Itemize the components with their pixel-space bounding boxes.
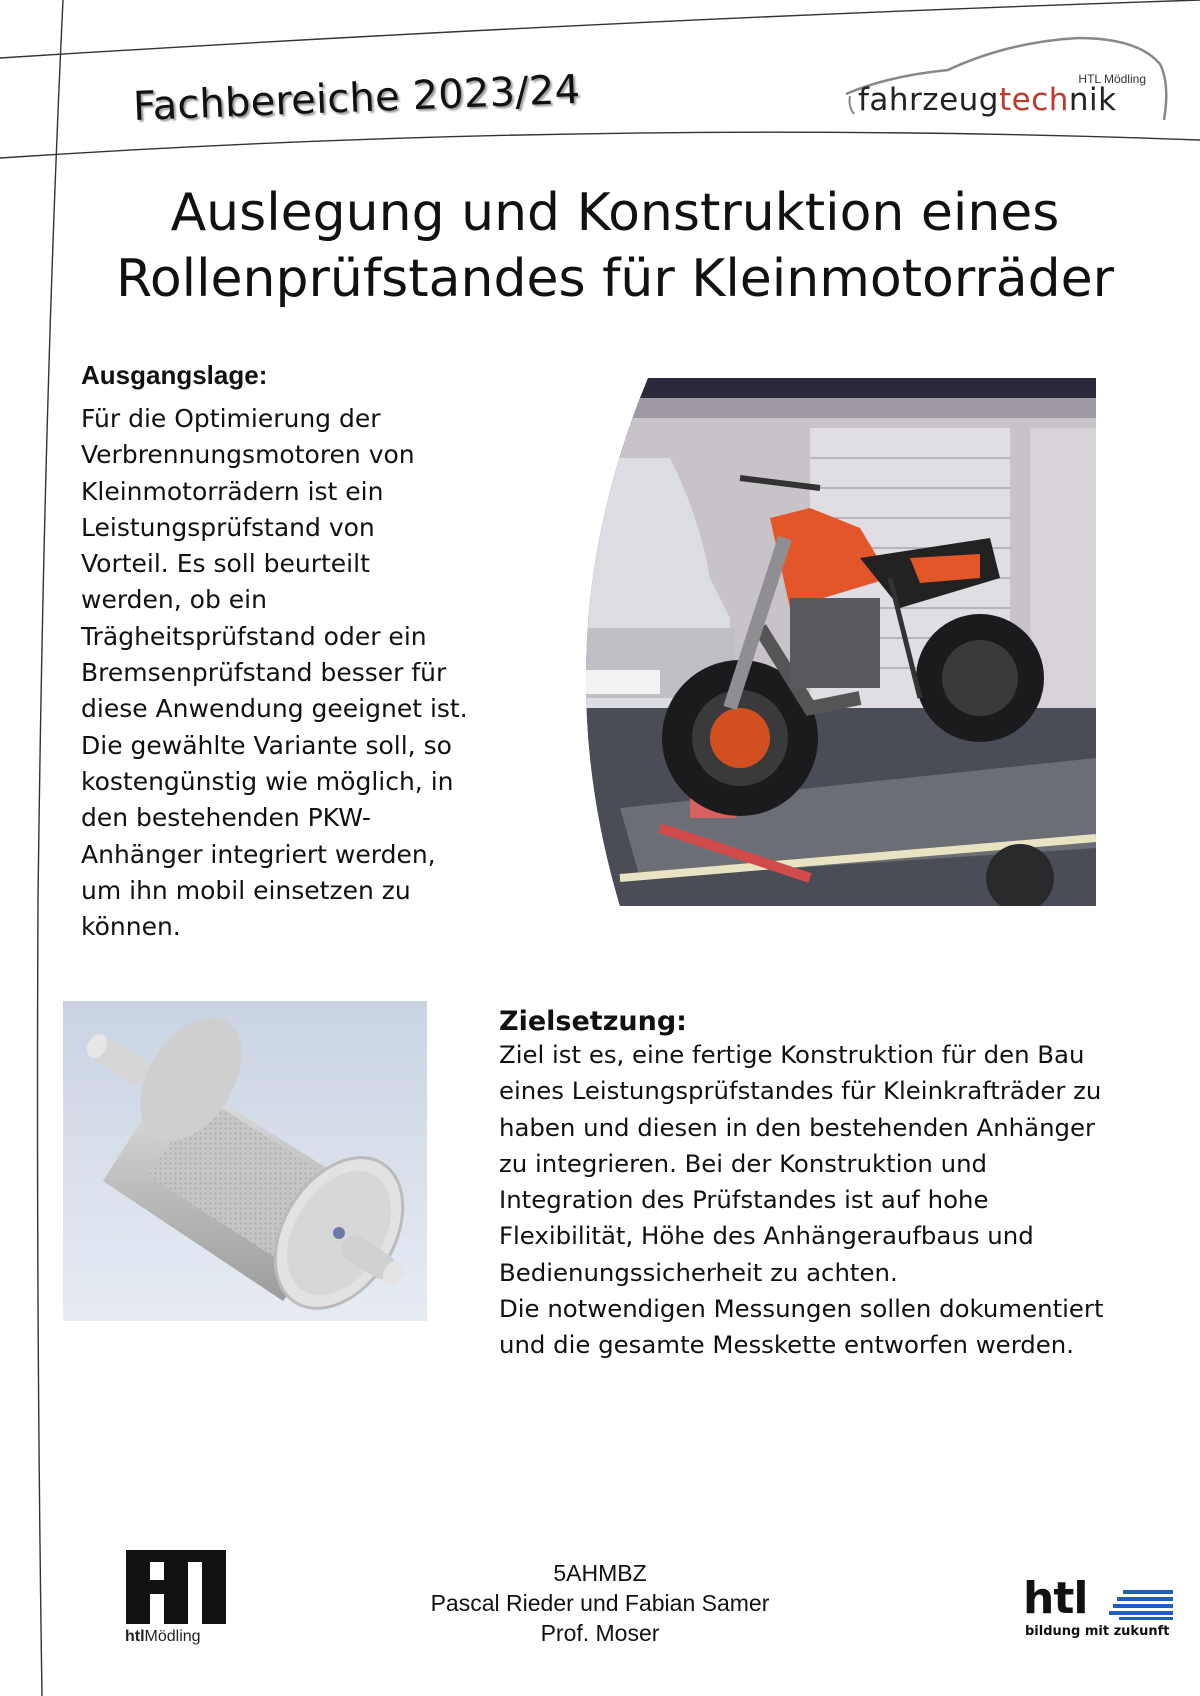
section-zielsetzung <box>499 1006 1179 1364</box>
footer-credits <box>380 1558 820 1648</box>
htl-bildung-logo <box>1023 1573 1173 1646</box>
htl-moedling-logo: htlMödling <box>125 1550 235 1650</box>
motorcycle-photo <box>560 378 1096 906</box>
footer-class: 5AHMBZ <box>553 1560 647 1586</box>
footer-teacher: Prof. Moser <box>540 1620 660 1646</box>
ausgangslage-text: Für die Optimierung der Verbrennungsmotoren von Kleinmotorrädern ist ein Leistungsprüfstand von Vorteil. Es soll beurteilt werden, ob ein Trägheitsprüfstand oder ein Bremsenprüfstand besser für diese Anwendung geeignet ist. Die gewählte Variante soll, so kostengünstig wie möglich, in den bestehenden PKW- Anhänger integriert werden, um ihn mobil einsetzen zu können. <box>81 404 468 942</box>
htl-tagline: bildung mit zukunft <box>1025 1624 1170 1639</box>
speed-lines-icon <box>1109 1590 1173 1620</box>
htl-moedling-mark-icon <box>126 1550 226 1624</box>
roller-render <box>63 1001 427 1321</box>
page-title: Auslegung und Konstruktion eines Rollenprüfstandes für Kleinmotorräder <box>116 183 1114 309</box>
footer-authors: Pascal Rieder und Fabian Samer <box>430 1590 770 1616</box>
zielsetzung-heading: Zielsetzung: <box>499 1006 687 1037</box>
zielsetzung-text: Ziel ist es, eine fertige Konstruktion für den Bau eines Leistungsprüfstandes für Kleinkrafträder zu haben und diesen in den bestehenden Anhänger zu integrieren. Bei der Konstruktion und Integration des Prüfstandes ist auf hohe Flexibilität, Höhe des Anhängeraufbaus und Bedienungssicherheit zu achten. Die notwendigen Messungen sollen dokumentiert und die gesamte Messkette entworfen werden. <box>499 1040 1104 1360</box>
fahrzeugtechnik-logo <box>838 34 1178 134</box>
ausgangslage-heading: Ausgangslage: <box>81 360 268 390</box>
logo-small-text: HTL Mödling <box>1078 72 1146 86</box>
logo-brand-text: fahrzeugtechnik <box>858 82 1117 118</box>
htl-wordmark: htl <box>1023 1573 1088 1624</box>
section-ausgangslage <box>81 360 521 945</box>
header-title: Fachbereiche 2023/24 <box>132 66 581 130</box>
